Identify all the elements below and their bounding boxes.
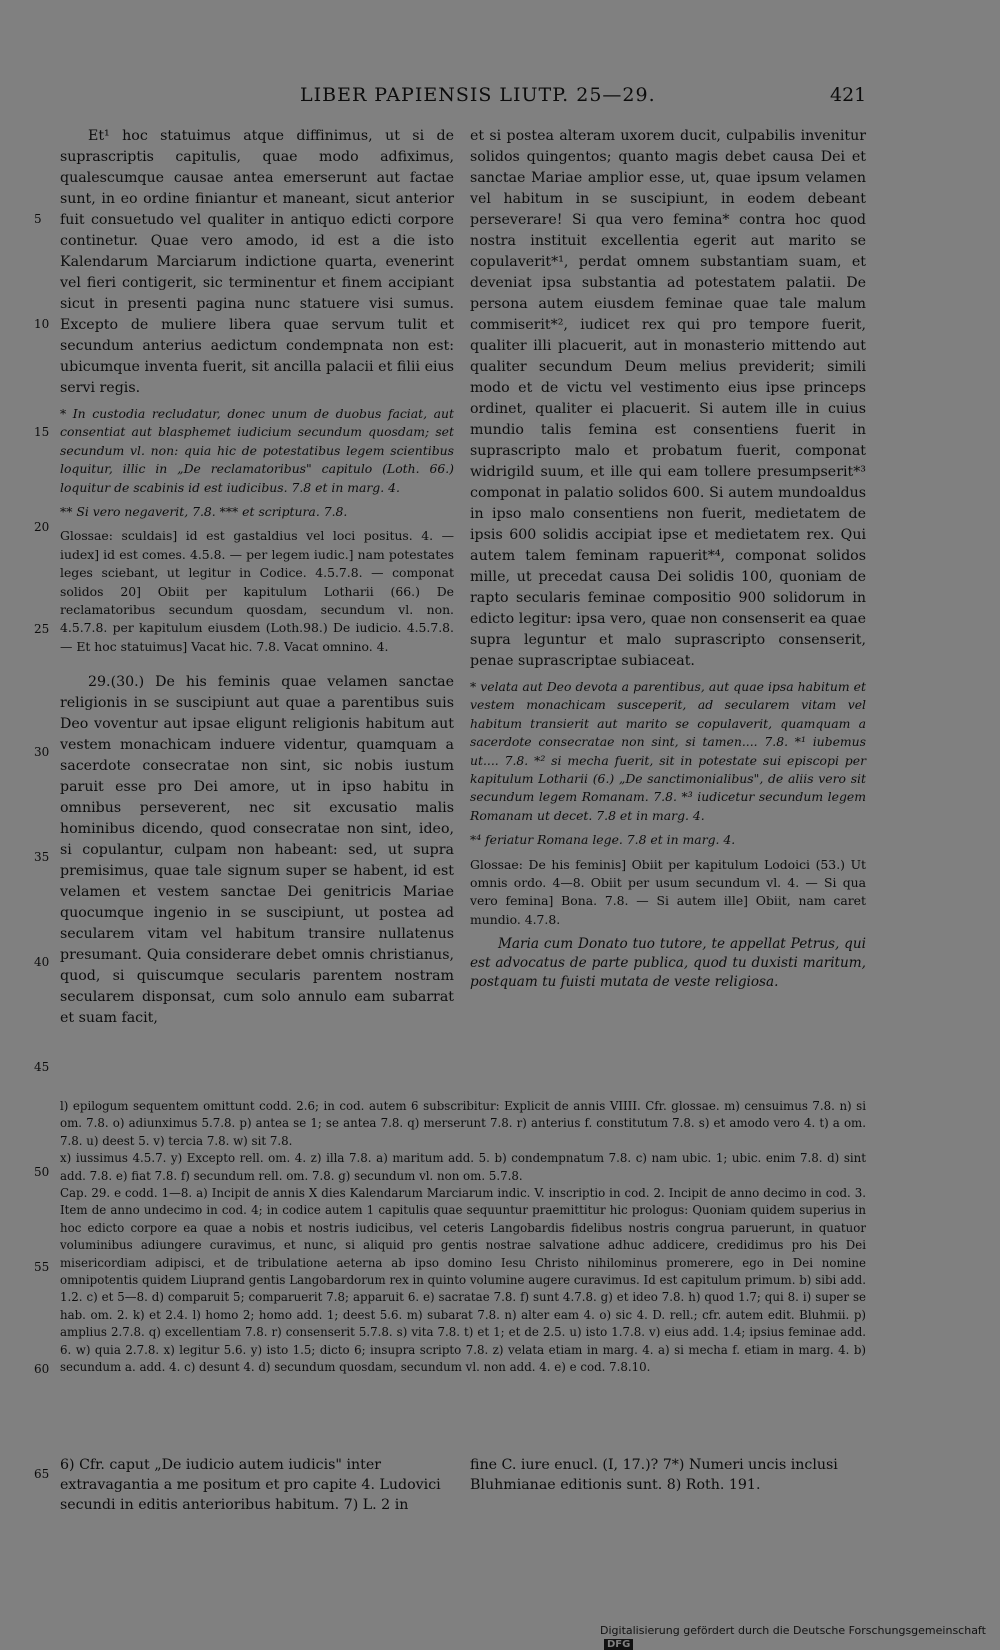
body-paragraph: et si postea alteram uxorem ducit, culpabilis invenitur solidos quingentos; quanto magis debet causa Dei et sanctae Mariae amplior esse, ut, quae ipsum velamen vel habitum in se suscipiunt, in eodem debeant perseverare! Si qua vero femina* contra hoc quod nostra instituit excellentia egerit aut marito se copulaverit*¹, perdat omnem substantiam suam, et deveniat ipsa substantia ad potestatem palatii. De persona autem eiusdem feminae quae tale malum commiserit*², iudicet rex qui pro tempore fuerit, qualiter illi placuerit, aut in monasterio mittendo aut qualiter secundum Deum melius previderit; simili modo et de victu vel vestimento eius ipse princeps ordinet, qualiter ei placuerit. Si autem ille in cuius mundio talis femina est consentiens fuerit in suprascripto malo et probatum fuerit, componat widrigild suum, et ille qui eam tollere presumpserit*³ componat in palatio solidos 600. Si autem mundoaldus in ipso malo consentiens non fuerit, medietatem de ipsis 600 solidis accipiat ipse et medietatem rex. Qui autem talem feminam rapuerit*⁴, componat solidos mille, ut precedat causa Dei solidis 100, quoniam de rapto secularis feminae compositio 900 solidorum in edicto legitur: ipsa vero, quae non consenserit ea quae supra leguntur et malo suprascripto consenserit, penae suprascriptae subiaceat. bbox=[470, 128, 866, 669]
critical-note: * In custodia recludatur, donec unum de duobus faciat, aut consentiat aut blasphemet iudicium secundum quosdam; set secundum vl. non: quia hic de potestatibus legem scientibus loquitur, illic in „De reclamatoribus" capitulo (Loth. 66.) loquitur de scabinis id est iudicibus. 7.8 et in marg. 4. bbox=[60, 406, 454, 495]
critical-note: * velata aut Deo devota a parentibus, aut quae ipsa habitum et vestem monachicam susceperit, ad secularem vitam vel habitum transierit aut marito se copulaverit, quamquam a sacerdote consecratae non sint, si tamen.... 7.8. *¹ iubemus ut.... 7.8. *² si mecha fuerit, sit in potestate sui episcopi per kapitulum Lotharii (6.) „De sanctimonialibus", de aliis vero sit secundum legem Romanam. 7.8. *³ iudicetur secundum legem Romanam ut decet. 7.8 et in marg. 4. bbox=[470, 679, 866, 823]
footnote-line: l) epilogum sequentem omittunt codd. 2.6; in cod. autem 6 subscribitur: Explicit de annis VIIII. Cfr. glossae. m) censuimus 7.8. n) si om. 7.8. o) adiunximus 5.7.8. p) antea se 1; se antea 7.8. q) merserunt 7.8. r) anterius f. constitutum 7.8. s) et amodo vero 4. t) a om. 7.8. u) deest 5. v) tercia 7.8. w) sit 7.8. bbox=[60, 1099, 866, 1148]
line-number: 55 bbox=[34, 1260, 50, 1274]
page-header bbox=[0, 84, 1000, 114]
line-number: 35 bbox=[34, 850, 50, 864]
line-number: 45 bbox=[34, 1060, 50, 1074]
critical-note: ** Si vero negaverit, 7.8. *** et scriptura. 7.8. bbox=[60, 504, 348, 520]
footnote-line: x) iussimus 4.5.7. y) Excepto rell. om. 4. z) illa 7.8. a) maritum add. 5. b) condempnatum 7.8. c) nam ubic. 1; ubic. enim 7.8. d) sint add. 7.8. e) fiat 7.8. f) secundum rell. om. 7.8. g) secundum vl. non om. 5.7.8. bbox=[60, 1151, 866, 1183]
glossae-note: Glossae: De his feminis] Obiit per kapitulum Lodoici (53.) Ut omnis ordo. 4—8. Obiit per usum secundum vl. 4. — Si qua vero femina] Bona. 7.8. — Si autem ille] Obiit, nam caret mundio. 4.7.8. bbox=[470, 856, 866, 927]
glossae-note: Glossae: sculdais] id est gastaldius vel loci positus. 4. — iudex] id est comes. 4.5.8. — per legem iudic.] nam potestates leges sciebant, ut legitur in Codice. 4.5.7.8. — componat solidos 20] Obiit per kapitulum Lotharii (66.) De reclamatoribus secundum quosdam, secundum vl. non. 4.5.7.8. per kapitulum eiusdem (Loth.98.) De iudicio. 4.5.7.8. — Et hoc statuimus] Vacat hic. 7.8. Vacat omnino. 4. bbox=[60, 528, 454, 654]
line-number: 30 bbox=[34, 745, 50, 759]
critical-note: *⁴ feriatur Romana lege. 7.8 et in marg. 4. bbox=[470, 832, 736, 848]
line-number: 65 bbox=[34, 1467, 50, 1481]
line-number: 50 bbox=[34, 1165, 50, 1179]
body-paragraph: Et¹ hoc statuimus atque diffinimus, ut si de suprascriptis capitulis, quae modo adfiximus, qualescumque causae antea emerserunt aut factae sunt, in eo ordine finiantur et maneant, sicut anterior fuit consuetudo vel qualiter in antiquo edicti corpore continetur. Quae vero amodo, id est a die isto Kalendarum Marciarum indictione quarta, evenerint vel fieri contigerit, sic terminentur et finem accipiant sicut in presenti pagina nunc statuere visi sumus. Excepto de muliere libera quae servum tulit et secundum anterius aedictum condempnata non est: ubicumque inventa fuerit, sit ancilla palacii et filii eius servi regis. bbox=[60, 128, 454, 396]
gloss-verse: Maria cum Donato tuo tutore, te appellat Petrus, qui est advocatus de parte publica, quod tu duxisti maritum, postquam tu fuisti mutata de veste religiosa. bbox=[470, 936, 866, 991]
dfg-logo: DFG bbox=[604, 1639, 633, 1650]
bottom-note-right: fine C. iure enucl. (I, 17.)? 7*) Numeri uncis inclusi Bluhmianae editionis sunt. 8) Roth. 191. bbox=[470, 1457, 838, 1493]
line-number: 5 bbox=[34, 212, 42, 226]
digitization-credit bbox=[600, 1624, 1000, 1650]
line-number: 40 bbox=[34, 955, 50, 969]
running-title: LIBER PAPIENSIS LIUTP. 25—29. bbox=[300, 84, 656, 106]
footnote-line: Cap. 29. e codd. 1—8. a) Incipit de annis X dies Kalendarum Marciarum indic. V. inscriptio in cod. 2. Incipit de anno decimo in cod. 3. Item de anno undecimo in cod. 4; in codice autem 1 capitulis quae sequuntur praemittitur hic prologus: Quoniam quidem superius in hoc edicto corpore ea quae a nobis et nostris iudicibus, vel ceteris Langobardis fidelibus nostris congrua paruerunt, in quatuor voluminibus adiungere curavimus, et nunc, si aliquid pro gentis nostrae salvatione adhuc addicere, credidimus pro his Dei misericordiam adipisci, et de tribulatione aeterna ab ipso domino Iesu Christo nihilominus promerere, ego in Dei nomine omnipotentis quidem Liuprand gentis Langobardorum rex in quinto volumine augere curavimus. Id est capitulum primum. b) sibi add. 1.2. c) et 5—8. d) comparuit 5; comparuerit 7.8; apparuit 6. e) sacratae 7.8. f) sunt 4.7.8. g) et ideo 7.8. h) quod 1.7; qui 8. i) super se hab. om. 2. k) et 2.4. l) homo 2; homo add. 1; deest 5.6. m) subarat 7.8. n) alter eam 4. o) sic 4. D. rell.; cfr. autem edit. Bluhmii. p) amplius 2.7.8. q) excellentiam 7.8. r) consenserit 5.7.8. s) vita 7.8. t) et 1; et de 2.5. u) isto 1.7.8. v) eius add. 1.4; ipsius feminae add. 6. w) quia 2.7.8. x) legitur 5.6. y) isto 1.5; dicto 6; insupra scripto 7.8. z) velata etiam in marg. 4. a) si mecha f. etiam in marg. 4. b) secundum a. add. 4. c) desunt 4. d) secundum quosdam, secundum vl. non add. 4. e) e cod. 7.8.10. bbox=[60, 1186, 866, 1375]
left-column bbox=[60, 126, 454, 1029]
right-column bbox=[470, 126, 866, 992]
line-number: 60 bbox=[34, 1362, 50, 1376]
line-number: 15 bbox=[34, 425, 50, 439]
footnotes bbox=[60, 1098, 866, 1377]
line-number: 20 bbox=[34, 520, 50, 534]
credit-text: Digitalisierung gefördert durch die Deutsche Forschungsgemeinschaft bbox=[600, 1624, 986, 1637]
line-number: 25 bbox=[34, 622, 50, 636]
line-number: 10 bbox=[34, 317, 50, 331]
bottom-note-left: 6) Cfr. caput „De iudicio autem iudicis" inter extravagantia a me positum et pro capite 4. Ludovici secundi in editis anterioribus habitum. 7) L. 2 in bbox=[60, 1457, 441, 1513]
page-number: 421 bbox=[830, 84, 867, 106]
body-paragraph: 29.(30.) De his feminis quae velamen sanctae religionis in se suscipiunt aut quae a parentibus suis Deo voventur aut ipsae eligunt religionis habitum aut vestem monachicam induere videntur, quamquam a sacerdote consecratae non sint, sic nobis iustum paruit esse pro Dei amore, ut in ipso habitu in omnibus perseverent, nec sit excusatio malis hominibus dicendo, quod consecratae non sint, ideo, si copulantur, culpam non habeant: sed, ut supra premisimus, quae tale signum super se habent, id est velamen et vestem sanctae Dei genitricis Mariae quocumque ingenio in se suscipiunt, ut postea ad secularem vitam vel habitum transire nullatenus presumant. Quia considerare debet omnis christianus, quod, si quiscumque secularis parentem nostram secularem disponsat, cum solo annulo eam subarrat et suam facit, bbox=[60, 674, 454, 1027]
